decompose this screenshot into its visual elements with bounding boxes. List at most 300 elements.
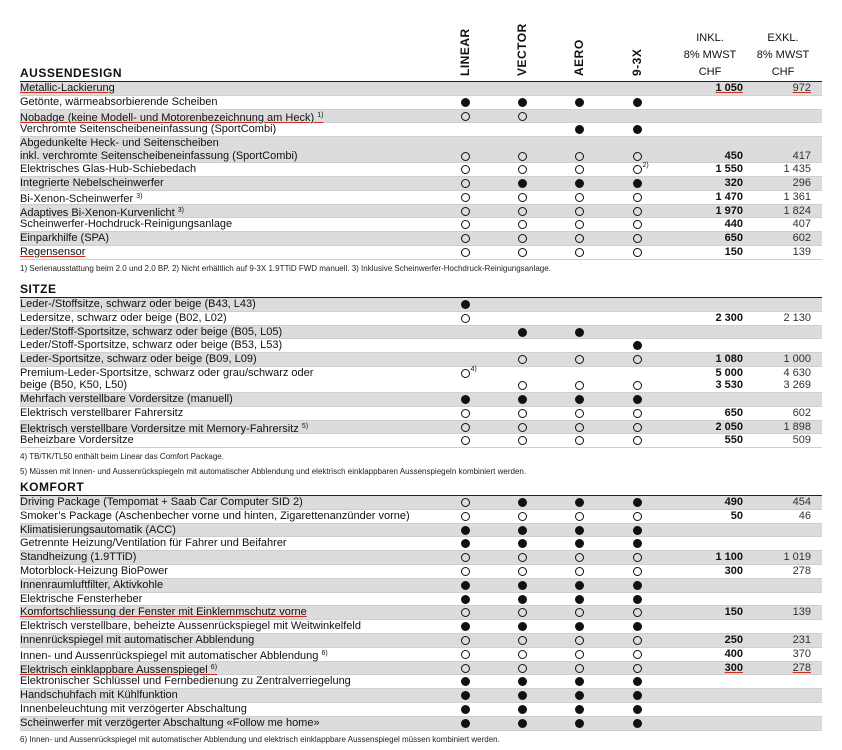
availability-cell [450,593,480,606]
availability-cell [507,717,537,730]
availability-cell [564,648,594,661]
availability-cell [622,379,652,392]
price-excl-vat: 417 [792,149,811,162]
optional-circle-icon [461,650,470,659]
availability-cell [564,246,594,259]
availability-cell [564,218,594,231]
price-incl-vat: 440 [724,218,743,231]
availability-cell [507,96,537,109]
optional-circle-icon [575,436,584,445]
footnote: 5) Müssen mit Innen- und Aussenrückspiegeln mit automatischer Abblendung und elektrisch einklappbaren Aussenspiegeln kombiniert werden. [20,467,527,477]
availability-cell [450,393,480,406]
availability-cell [507,620,537,633]
table-row [20,675,822,689]
optional-circle-icon [461,193,470,202]
availability-cell [450,565,480,578]
optional-circle-icon [633,381,642,390]
availability-cell [564,407,594,420]
price-excl-vat: 602 [792,406,811,419]
price-incl-vat: 50 [730,509,743,522]
availability-cell [507,537,537,550]
table-row [20,593,822,607]
column-header-aero: AERO [572,39,586,76]
price-incl-vat: 650 [724,232,743,245]
availability-cell [622,510,652,523]
table-row [20,648,822,662]
optional-circle-icon [518,636,527,645]
availability-cell [450,606,480,619]
option-label: Abgedunkelte Heck- und Seitenscheiben inkl. verchromte Seitenscheibeneinfassung (SportCombi) [20,137,298,162]
optional-circle-icon [518,608,527,617]
optional-circle-icon [633,553,642,562]
availability-cell [564,675,594,688]
footnote: 6) Innen- und Aussenrückspiegel mit automatischer Abblendung und elektrisch einklappbare Aussenspiegel müssen kombiniert werden. [20,734,500,744]
option-label: Leder-/Stoffsitze, schwarz oder beige (B43, L43) [20,298,256,310]
optional-circle-icon [461,369,470,378]
standard-dot-icon [518,622,527,631]
option-label: Elektrisch verstellbare Vordersitze mit Memory-Fahrersitz $^{5)}$ [20,422,309,435]
optional-circle-icon [461,112,470,121]
availability-cell [507,246,537,259]
standard-dot-icon [518,581,527,590]
option-label: Einparkhilfe (SPA) [20,232,110,245]
optional-circle-icon [461,409,470,418]
availability-cell [450,662,480,675]
availability-cell [507,496,537,509]
table-row [20,339,822,353]
availability-cell [622,551,652,564]
optional-circle-icon [518,436,527,445]
section-komfort [20,480,822,746]
table-row [20,662,822,676]
optional-circle-icon [518,165,527,174]
availability-cell [507,524,537,537]
option-label: Ledersitze, schwarz oder beige (B02, L02) [20,311,227,324]
price-excl-vat: 370 [792,647,811,660]
standard-dot-icon [575,328,584,337]
option-label: Getönte, wärmeabsorbierende Scheiben [20,95,218,108]
price-incl-vat: 300 [724,661,743,674]
optional-circle-icon [518,234,527,243]
availability-cell [507,407,537,420]
standard-dot-icon [575,395,584,404]
optional-circle-icon [461,207,470,216]
standard-dot-icon [461,719,470,728]
availability-cell [622,593,652,606]
table-row [20,96,822,110]
table-row [20,163,822,177]
standard-dot-icon [633,98,642,107]
price-incl-vat: 400 [724,647,743,660]
availability-cell [622,620,652,633]
standard-dot-icon [633,719,642,728]
standard-dot-icon [461,581,470,590]
footnote-ref: 5) [301,422,309,430]
availability-cell [507,326,537,339]
availability-cell [622,565,652,578]
option-label: Leder/Stoff-Sportsitze, schwarz oder beige (B53, L53) [20,339,283,352]
availability-cell [622,353,652,366]
standard-dot-icon [633,691,642,700]
optional-circle-icon [575,650,584,659]
availability-cell [622,393,652,406]
option-label: Mehrfach verstellbare Vordersitze (manuell) [20,392,233,405]
availability-cell [450,421,480,434]
option-label: Getrennte Heizung/Ventilation für Fahrer und Beifahrer [20,537,287,550]
optional-circle-icon [575,381,584,390]
standard-dot-icon [575,677,584,686]
standard-dot-icon [633,595,642,604]
table-row [20,353,822,367]
section-title: KOMFORT [20,480,822,496]
standard-dot-icon [518,526,527,535]
optional-circle-icon [461,553,470,562]
standard-dot-icon [461,539,470,548]
optional-circle-icon [518,664,527,673]
price-excl-vat: 972 [792,82,811,94]
availability-cell [622,163,652,176]
availability-cell [450,620,480,633]
availability-cell [507,218,537,231]
optional-circle-icon [633,409,642,418]
option-label: Bi-Xenon-Scheinwerfer $^{3)}$ [20,192,143,205]
availability-cell [507,648,537,661]
optional-circle-icon [461,165,470,174]
optional-circle-icon [518,220,527,229]
optional-circle-icon [633,608,642,617]
availability-cell [564,421,594,434]
availability-cell [450,298,480,311]
standard-dot-icon [461,98,470,107]
price-excl-vat: 454 [792,496,811,508]
availability-cell [450,232,480,245]
section-title: AUSSENDESIGN [20,66,822,82]
option-label: Elektrisch verstellbarer Fahrersitz [20,406,184,419]
optional-circle-icon [633,636,642,645]
availability-cell [450,246,480,259]
availability-cell [622,524,652,537]
price-list-page [20,0,822,750]
optional-circle-icon [518,248,527,257]
availability-cell [622,96,652,109]
table-row [20,82,822,96]
availability-cell [564,689,594,702]
availability-cell [450,551,480,564]
column-header-vector: VECTOR [515,23,529,76]
option-label: Scheinwerfer mit verzögerter Abschaltung «Follow me home» [20,716,320,729]
table-row [20,524,822,538]
footnote-ref: 1) [317,111,324,119]
availability-cell [564,434,594,447]
availability-cell [622,421,652,434]
availability-cell [564,232,594,245]
optional-circle-icon [633,165,642,174]
availability-cell [507,110,537,123]
price-excl-vat: 296 [792,176,811,189]
option-label: Elektrische Fensterheber [20,592,143,605]
optional-circle-icon [461,152,470,161]
price-excl-vat: 602 [792,232,811,245]
availability-cell [564,191,594,204]
availability-cell [450,434,480,447]
availability-cell [450,367,480,380]
option-label: Motorblock-Heizung BioPower [20,564,168,577]
availability-cell [622,662,652,675]
optional-circle-icon [575,193,584,202]
availability-cell [450,510,480,523]
standard-dot-icon [518,719,527,728]
availability-cell [450,110,480,123]
availability-cell [450,407,480,420]
optional-circle-icon [461,314,470,323]
availability-cell [564,717,594,730]
availability-cell [450,717,480,730]
availability-cell [564,606,594,619]
availability-cell [622,606,652,619]
table-row [20,634,822,648]
table-row [20,620,822,634]
availability-cell [507,510,537,523]
availability-cell [507,551,537,564]
optional-circle-icon [461,664,470,673]
availability-cell [564,579,594,592]
option-label: Elektrisches Glas-Hub-Schiebedach [20,163,197,176]
availability-cell [507,703,537,716]
availability-cell [564,662,594,675]
optional-circle-icon [518,193,527,202]
availability-cell [450,218,480,231]
availability-cell [450,191,480,204]
price-incl-vat: 1 050 [715,82,743,94]
optional-circle-icon [461,436,470,445]
optional-circle-icon [633,248,642,257]
availability-cell [450,634,480,647]
availability-cell [507,421,537,434]
standard-dot-icon [633,526,642,535]
optional-circle-icon [575,152,584,161]
availability-cell [622,675,652,688]
price-excl-vat: 46 [798,509,811,522]
optional-circle-icon [461,636,470,645]
option-label: Premium-Leder-Sportsitze, schwarz oder grau/schwarz oder beige (B50, K50, L50) [20,366,314,392]
option-label: Leder-Sportsitze, schwarz oder beige (B09, L09) [20,353,257,366]
optional-circle-icon [575,636,584,645]
price-incl-vat: 250 [724,633,743,646]
availability-cell [450,703,480,716]
table-row [20,137,822,163]
optional-circle-icon [575,567,584,576]
availability-cell [450,579,480,592]
price-excl-vat: 4 630 3 269 [783,366,811,392]
standard-dot-icon [575,526,584,535]
optional-circle-icon [575,248,584,257]
option-label: Innenbeleuchtung mit verzögerter Abschaltung [20,702,247,715]
optional-circle-icon [518,152,527,161]
footnote-ref: 3) [177,206,184,214]
standard-dot-icon [461,395,470,404]
availability-cell [564,496,594,509]
availability-cell [622,407,652,420]
availability-cell [622,634,652,647]
availability-cell [622,434,652,447]
availability-cell [622,232,652,245]
optional-circle-icon [633,152,642,161]
optional-circle-icon [518,512,527,521]
standard-dot-icon [461,622,470,631]
availability-cell [507,434,537,447]
availability-cell [507,593,537,606]
standard-dot-icon [575,581,584,590]
availability-cell [622,537,652,550]
standard-dot-icon [518,179,527,188]
option-label: Nobadge (keine Modell- und Motorenbezeichnung am Heck) $^{1)}$ [20,111,324,124]
table-row [20,689,822,703]
availability-cell [564,593,594,606]
optional-circle-icon [633,567,642,576]
price-excl-vat: 509 [792,434,811,447]
availability-cell [507,353,537,366]
standard-dot-icon [575,691,584,700]
optional-circle-icon [518,553,527,562]
optional-circle-icon [518,409,527,418]
availability-cell [564,537,594,550]
availability-cell [564,353,594,366]
standard-dot-icon [461,705,470,714]
availability-cell [564,163,594,176]
table-row [20,510,822,524]
option-label: Handschuhfach mit Kühlfunktion [20,689,178,702]
price-excl-vat: 278 [792,564,811,577]
price-incl-vat: 2 050 [715,420,743,433]
price-incl-vat: 1 550 [715,163,743,176]
availability-cell [450,96,480,109]
standard-dot-icon [518,98,527,107]
table-row [20,407,822,421]
optional-circle-icon [518,381,527,390]
footnote: 1) Serienausstattung beim 2.0 und 2.0 BP. 2) Nicht erhältlich auf 9-3X 1.9TTiD FWD manuell. 3) Inklusive Scheinwerfer-Hochdruck-Reinigungsanlage. [20,263,551,273]
availability-cell [622,703,652,716]
availability-cell [564,205,594,218]
price-incl-vat: 550 [724,434,743,447]
standard-dot-icon [633,125,642,134]
standard-dot-icon [461,526,470,535]
availability-cell [507,662,537,675]
availability-cell [450,675,480,688]
availability-cell [622,717,652,730]
section-sitze [20,282,822,478]
availability-cell [450,205,480,218]
price-incl-vat: 150 [724,245,743,258]
price-incl-vat: 1 970 [715,204,743,217]
table-row [20,123,822,137]
availability-cell [564,96,594,109]
standard-dot-icon [633,395,642,404]
table-row [20,393,822,407]
optional-circle-icon [575,355,584,364]
standard-dot-icon [633,341,642,350]
optional-circle-icon [461,498,470,507]
availability-cell [564,177,594,190]
availability-cell [564,326,594,339]
optional-circle-icon [575,220,584,229]
standard-dot-icon [518,677,527,686]
availability-cell [622,191,652,204]
table-row [20,703,822,717]
footnote-ref: 4) [470,365,477,373]
table-row [20,565,822,579]
option-label: Integrierte Nebelscheinwerfer [20,176,164,189]
standard-dot-icon [518,595,527,604]
table-row [20,717,822,731]
option-label: Regensensor [20,245,86,258]
footnote-ref: 6) [210,663,218,671]
section-aussendesign [20,66,822,275]
optional-circle-icon [461,608,470,617]
standard-dot-icon [575,498,584,507]
availability-cell [564,379,594,392]
price-excl-vat: 139 [792,606,811,619]
standard-dot-icon [461,595,470,604]
standard-dot-icon [575,705,584,714]
availability-cell [564,565,594,578]
table-row [20,246,822,260]
availability-cell [450,150,480,163]
optional-circle-icon [518,355,527,364]
optional-circle-icon [461,234,470,243]
table-row [20,421,822,435]
availability-cell [622,177,652,190]
optional-circle-icon [633,355,642,364]
availability-cell [507,565,537,578]
standard-dot-icon [461,691,470,700]
availability-cell [450,648,480,661]
footnote-ref: 6) [321,649,328,657]
option-label: Standheizung (1.9TTiD) [20,551,137,564]
option-label: Leder/Stoff-Sportsitze, schwarz oder beige (B05, L05) [20,325,283,338]
availability-cell [507,675,537,688]
availability-cell [507,606,537,619]
optional-circle-icon [575,207,584,216]
standard-dot-icon [575,125,584,134]
optional-circle-icon [575,608,584,617]
standard-dot-icon [518,691,527,700]
standard-dot-icon [575,179,584,188]
option-label: Elektronischer Schlüssel und Fernbedienung zu Zentralverriegelung [20,675,351,688]
availability-cell [507,393,537,406]
standard-dot-icon [633,622,642,631]
footnote: 4) TB/TK/TL50 enthält beim Linear das Comfort Package. [20,452,224,462]
table-row [20,218,822,232]
availability-cell [507,689,537,702]
availability-cell [564,524,594,537]
price-incl-vat: 650 [724,406,743,419]
option-label: Elektrisch verstellbare, beheizte Aussenrückspiegel mit Weitwinkelfeld [20,620,361,633]
option-label: Beheizbare Vordersitze [20,434,134,447]
availability-cell [450,163,480,176]
optional-circle-icon [575,553,584,562]
availability-cell [622,218,652,231]
availability-cell [622,648,652,661]
table-row [20,367,822,393]
availability-cell [507,634,537,647]
price-excl-vat: 407 [792,218,811,231]
table-row [20,110,822,124]
availability-cell [564,620,594,633]
availability-cell [507,177,537,190]
standard-dot-icon [633,677,642,686]
availability-cell [450,524,480,537]
option-label: Innenrückspiegel mit automatischer Abblendung [20,633,255,646]
